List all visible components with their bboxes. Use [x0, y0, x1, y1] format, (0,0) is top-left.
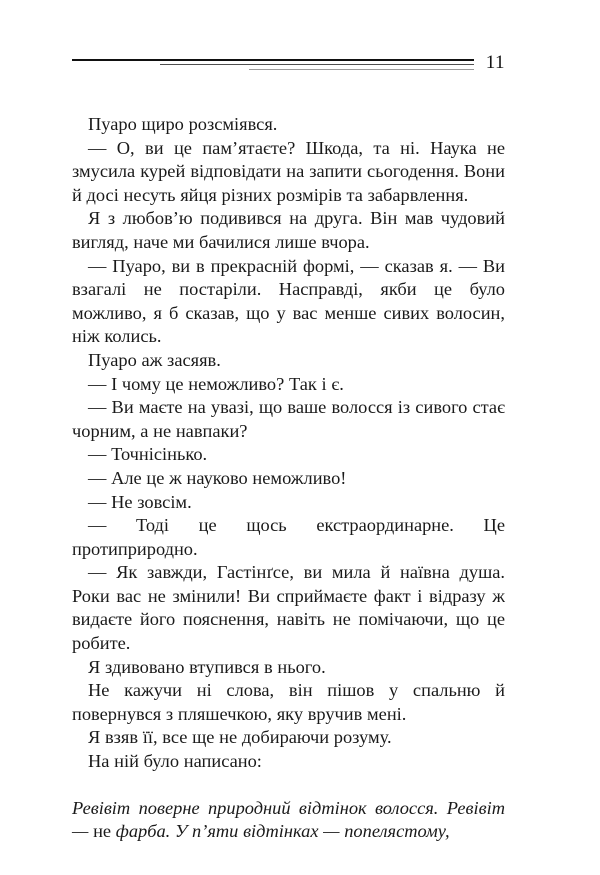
paragraph: — Як завжди, Гастінґсе, ви мила й наївна душа. Роки вас не змінили! Ви сприймаєте факт і відразу ж видаєте його пояснення, навіть не помічаючи, що це робите. [72, 562, 505, 654]
paragraph: — Пуаро, ви в прекрасній формі, — сказав я. — Ви взагалі не постаріли. Насправді, якби це було можливо, я б сказав, що у вас менше сивих волосин, ніж колись. [72, 255, 505, 347]
label-roman-word: не [93, 821, 112, 842]
rule-line-top [72, 59, 474, 61]
label-paragraph [72, 797, 505, 844]
paragraph: Я здивовано втупився в нього. [88, 656, 326, 677]
paragraph: Не кажучи ні слова, він пішов у спальню й повернувся з пляшечкою, яку вручив мені. [72, 680, 505, 724]
label-text-part-2: фарба. У п’яти відтінках — попелястому, [111, 821, 450, 842]
paragraph: — Ви маєте на увазі, що ваше волосся із сивого стає чорним, а не навпаки? [72, 397, 505, 441]
paragraph: — Але це ж науково неможливо! [88, 467, 347, 488]
rule-line-bottom [249, 69, 474, 70]
paragraph: Пуаро щиро розсміявся. [88, 114, 278, 134]
stepped-double-rule-icon [72, 55, 474, 77]
label-text-part-1: Ревівіт поверне природний відтінок волосся. Ревівіт — [72, 797, 505, 842]
running-head [72, 52, 505, 86]
page-number: 11 [485, 52, 505, 73]
paragraph: Я з любов’ю подивився на друга. Він мав чудовий вигляд, наче ми бачилися лише вчора. [72, 208, 505, 252]
paragraph: — Точнісінько. [88, 444, 208, 465]
paragraph: — Тоді це щось екстраординарне. Це протиприродно. [72, 515, 505, 559]
rule-line-middle [160, 64, 473, 65]
paragraph: На ній було написано: [88, 751, 262, 772]
paragraph: Пуаро аж засяяв. [88, 349, 221, 370]
paragraph: Я взяв її, все ще не добираючи розуму. [88, 727, 392, 748]
body-text [72, 113, 505, 844]
paragraph: — Не зовсім. [88, 491, 192, 512]
paragraph: — І чому це неможливо? Так і є. [88, 373, 344, 394]
paragraph: — О, ви це пам’ятаєте? Шкода, та ні. Наука не змусила курей відповідати на запити сьогодення. Вони й досі несуть яйця різних розмірів та забарвлення. [72, 137, 505, 205]
bottle-label-quote [72, 797, 505, 844]
